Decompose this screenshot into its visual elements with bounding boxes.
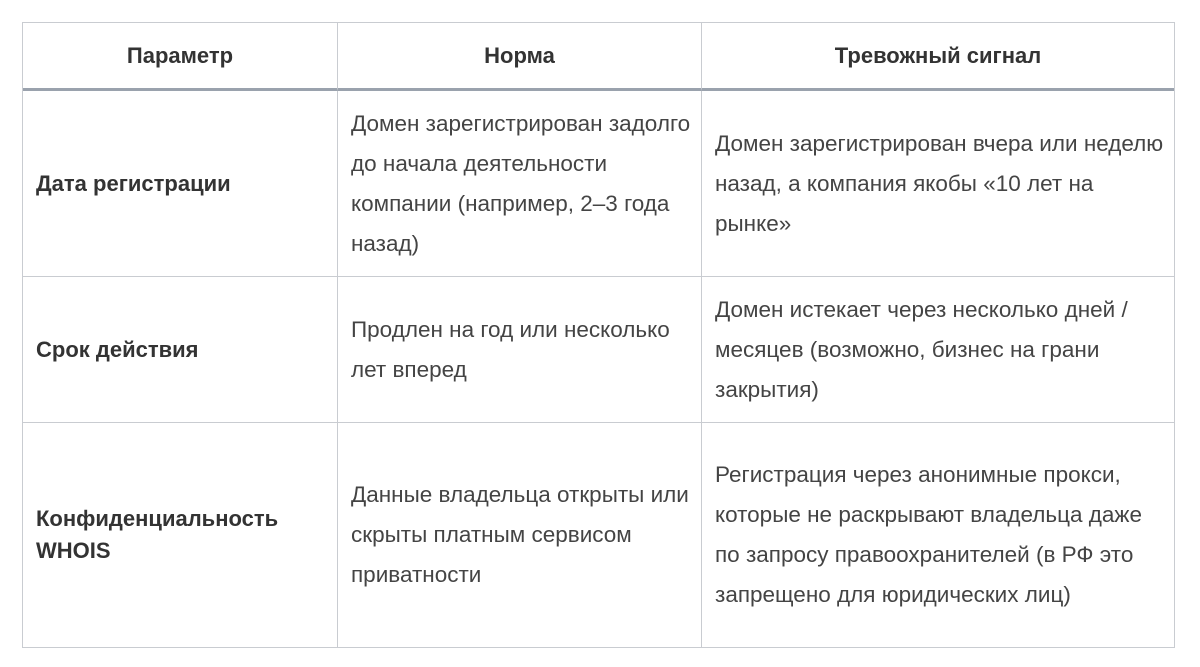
row-2-alarm: Домен истекает через несколько дней / месяцев (возможно, бизнес на грани закрытия): [702, 277, 1174, 423]
header-alarm: Тревожный сигнал: [702, 23, 1174, 91]
row-1-alarm: Домен зарегистрирован вчера или неделю назад, а компания якобы «10 лет на рынке»: [702, 91, 1174, 277]
header-parameter: Параметр: [23, 23, 338, 91]
row-1-parameter: Дата регистрации: [23, 91, 338, 277]
row-1-norm: Домен зарегистрирован задолго до начала деятельности компании (например, 2–3 года назад): [338, 91, 702, 277]
header-norm: Норма: [338, 23, 702, 91]
comparison-table: [22, 22, 1175, 648]
row-3-alarm: Регистрация через анонимные прокси, которые не раскрывают владельца даже по запросу правоохранителей (в РФ это запрещено для юридических лиц): [715, 462, 1142, 607]
row-2-norm: Продлен на год или несколько лет вперед: [338, 277, 702, 423]
row-3-norm: Данные владельца открыты или скрыты платным сервисом приватности: [338, 423, 702, 647]
row-2-parameter: Срок действия: [23, 277, 338, 423]
row-3-parameter: Конфиденциальность WHOIS: [23, 423, 338, 647]
